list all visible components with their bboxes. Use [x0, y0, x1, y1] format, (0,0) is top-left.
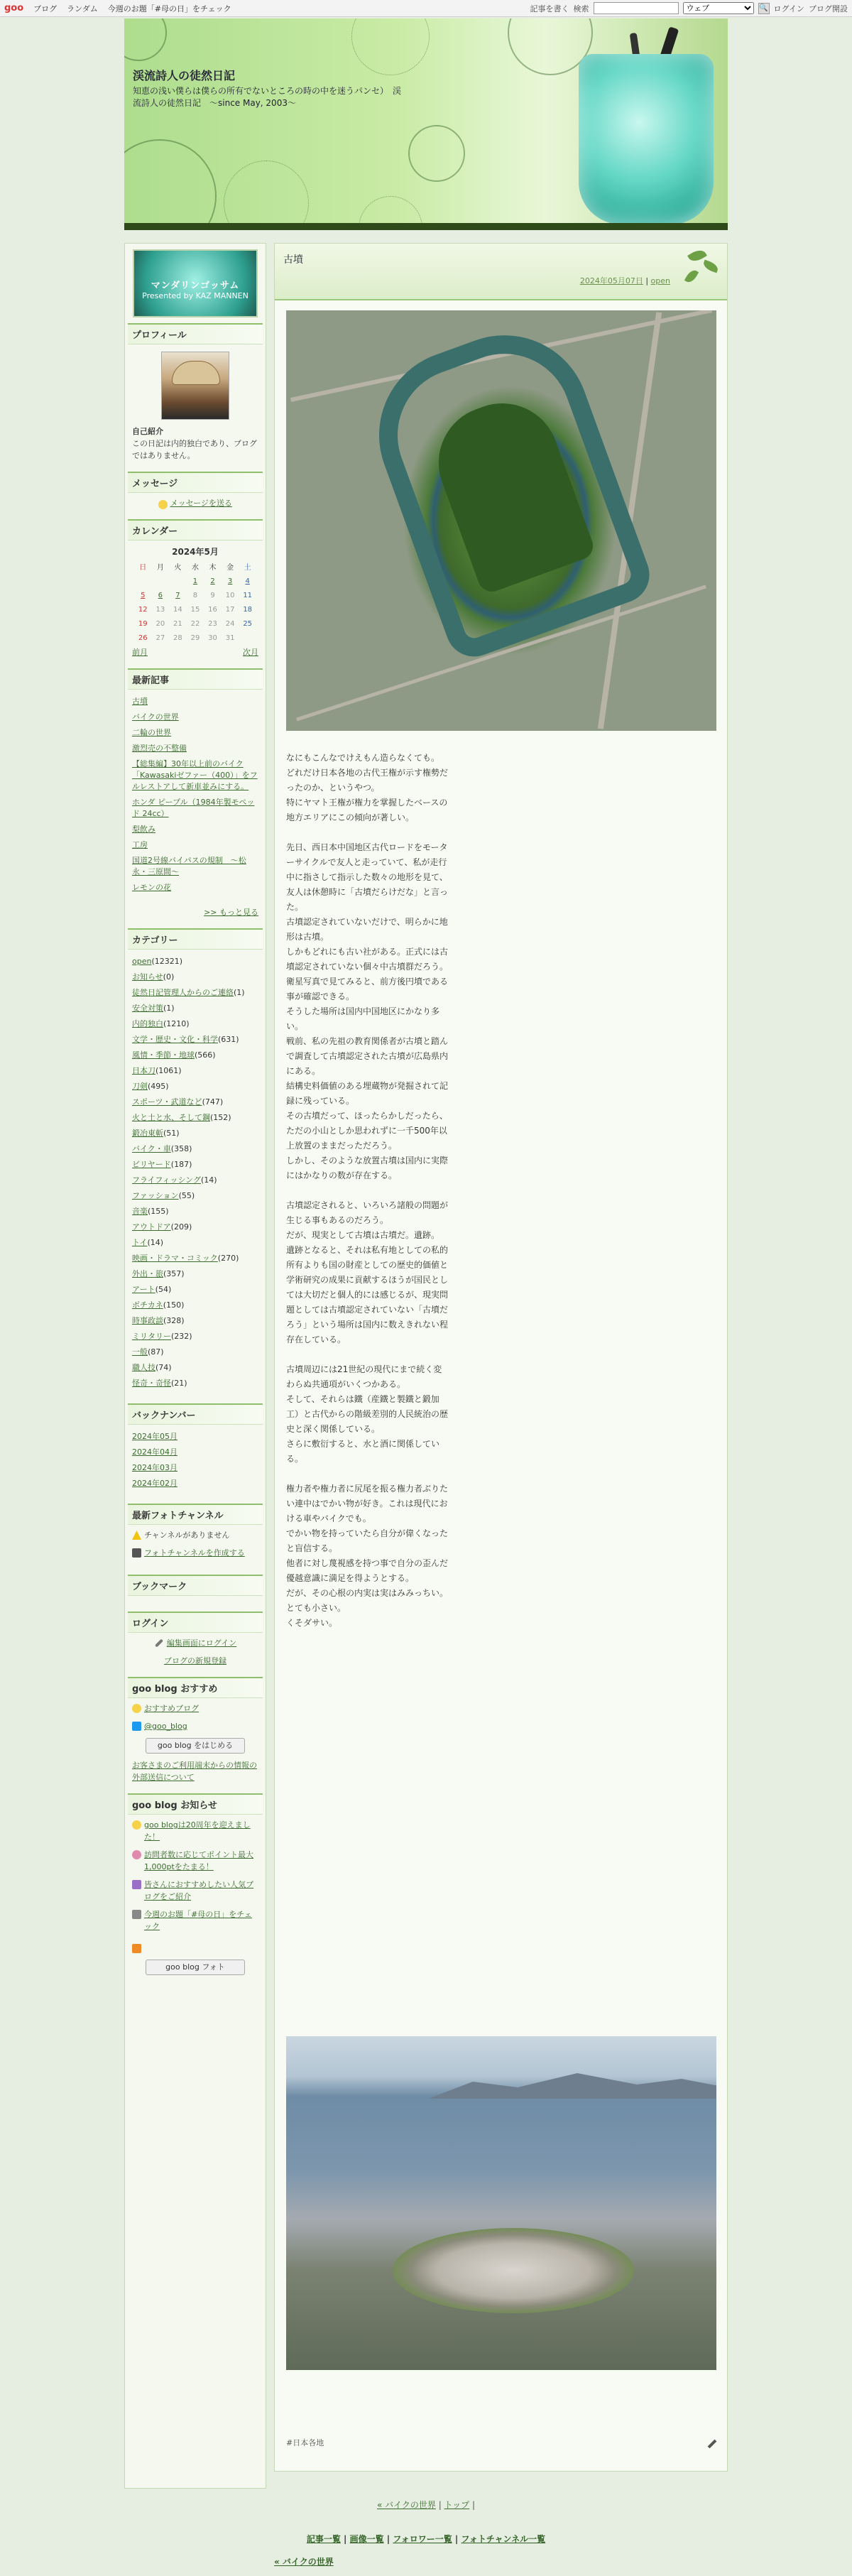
category-count: (495) [148, 1082, 169, 1091]
calendar-day [239, 631, 256, 645]
calendar-weekday: 火 [174, 563, 182, 572]
calendar-day: 9 [210, 591, 215, 599]
recommended-blog-link[interactable]: おすすめブログ [144, 1704, 200, 1713]
post-body [286, 751, 449, 1646]
calendar-section [125, 540, 266, 663]
calendar-day[interactable]: 3 [227, 577, 233, 585]
calendar-day: 22 [190, 619, 200, 628]
category-item [132, 1097, 258, 1108]
lightbulb-icon [158, 500, 168, 509]
category-item [132, 1190, 258, 1202]
category-heading: カテゴリー [128, 928, 263, 950]
category-count: (150) [163, 1300, 185, 1310]
footer-link-followers[interactable]: フォロワー一覧 [393, 2534, 452, 2544]
category-count: (1061) [155, 1066, 182, 1075]
category-count: (1) [163, 1004, 175, 1013]
post-date-link[interactable]: 2024年05月07日 [579, 276, 643, 286]
lace-ornament [124, 18, 167, 61]
recent-post-link[interactable]: 【総集編】30年以上前のバイク「Kawasakiゼファー（400）」をフルレストアして新車並みにする。 [132, 759, 258, 791]
goo-twitter-link[interactable]: @goo_blog [144, 1722, 187, 1731]
topbar-link-weekly-topic[interactable]: 今週のお題「#母の日」をチェック [107, 4, 231, 13]
post-paragraph: 権力者や権力者に尻尾を振る権力者ぶりたい連中はでかい物が好き。これは現代における車やバイクでも。 でかい物を持っていたら自分が偉くなったと盲信する。 他者に対し蔑視感を持つ事で自分の歪んだ優越意識に満足を得ようとする。 だが、その心根の内実は実はみみっちい。とても小さい。 くそダサい。 [286, 1484, 449, 1628]
calendar-day: 23 [208, 619, 217, 628]
calendar-heading: カレンダー [128, 519, 263, 540]
category-link[interactable]: ビリヤード [132, 1160, 171, 1169]
prev-post-link[interactable]: « バイクの世界 [376, 2500, 436, 2510]
recent-posts-list [125, 690, 266, 902]
category-link[interactable]: 文学・歴史・文化・科学 [132, 1035, 218, 1044]
banner-subtitle: Presented by KAZ MANNEN [142, 291, 248, 300]
category-count: (358) [170, 1144, 192, 1153]
sidebar-banner[interactable] [133, 249, 258, 317]
category-item [132, 1034, 258, 1045]
category-item [132, 1065, 258, 1077]
calendar-day: 28 [173, 634, 182, 642]
goo-news-item[interactable]: goo blogは20周年を迎えました！ [144, 1820, 251, 1842]
star-icon [132, 1704, 141, 1713]
write-post-link[interactable]: 記事を書く [530, 4, 569, 13]
category-count: (0) [163, 972, 175, 982]
calendar-day [134, 574, 152, 588]
category-link[interactable]: アウトドア [132, 1222, 171, 1232]
category-link[interactable]: 外出・旅 [132, 1269, 163, 1278]
category-list [125, 950, 266, 1398]
recent-heading: 最新記事 [128, 668, 263, 690]
profile-intro-label: 自己紹介 [132, 427, 163, 436]
category-count: (1) [234, 988, 245, 997]
post-category-link[interactable]: open [650, 276, 670, 286]
category-link[interactable]: 映画・ドラマ・コミック [132, 1254, 218, 1263]
recent-post-link[interactable]: 梨飲み [132, 825, 155, 834]
backnumber-list [125, 1425, 266, 1498]
goo-blog-photo-button[interactable] [146, 1960, 245, 1975]
calendar-day: 15 [190, 605, 200, 614]
category-item [132, 1237, 258, 1249]
category-count: (270) [217, 1254, 239, 1263]
bookmark-heading: ブックマーク [128, 1575, 263, 1596]
category-link[interactable]: 音楽 [132, 1207, 148, 1216]
category-count: (87) [148, 1347, 164, 1357]
backnumber-link[interactable]: 2024年02月 [132, 1479, 178, 1488]
calendar-weekday: 水 [191, 563, 199, 572]
category-count: (54) [155, 1285, 172, 1294]
calendar-day[interactable]: 6 [158, 591, 163, 599]
photo-channel-heading: 最新フォトチャンネル [128, 1504, 263, 1525]
calendar-day [152, 574, 170, 588]
calendar-table [134, 561, 256, 645]
goo-news-item[interactable]: 皆さんにおすすめしたい人気ブログをご紹介 [144, 1880, 254, 1901]
calendar-day [169, 574, 187, 588]
profile-intro-text: この日記は内的独白であり、ブログではありません。 [132, 439, 257, 460]
calendar-day: 29 [190, 634, 200, 642]
category-link[interactable]: 職人技 [132, 1363, 155, 1372]
category-item [132, 1159, 258, 1170]
category-item [132, 972, 258, 983]
category-link[interactable]: 風情・季節・地球 [132, 1050, 195, 1060]
category-count: (209) [170, 1222, 192, 1232]
calendar-day: 13 [155, 605, 165, 614]
search-label: 検索 [573, 4, 589, 13]
calendar-next-link[interactable]: 次月 [243, 648, 258, 657]
edit-login-link[interactable]: 編集画面にログイン [166, 1638, 237, 1648]
category-count: (152) [210, 1113, 231, 1122]
category-count: (14) [147, 1238, 164, 1247]
bookmark-section [125, 1596, 266, 1606]
recent-post-link[interactable]: ホンダ ピープル（1984年製モペッド 24cc） [132, 798, 255, 818]
category-count: (51) [163, 1129, 180, 1138]
category-link[interactable]: トイ [132, 1238, 148, 1247]
category-link[interactable]: ファッション [132, 1191, 179, 1200]
goo-news-item[interactable]: 今週のお題「#母の日」をチェック [144, 1910, 252, 1931]
search-icon[interactable]: 🔍 [758, 3, 770, 14]
category-item [132, 1081, 258, 1092]
recent-post-link[interactable]: 激烈売の不整備 [132, 744, 187, 753]
post-paragraph: 先日、西日本中国地区古代ロードをモーターサイクルで友人と走っていて、私が走行中に指さして指示した数々の地形を見て、友人は休憩時に「古墳だらけだな」と言った。 古墳認定されていないだけで、明らかに地形は古墳。 しかもどれにも古い社がある。正式には古墳認定されていない個々中古墳群だろう。衛星写真で見てみると、前方後円墳である事が確認できる。 そうした場所は国内中国地区にかなり多い。 戦前、私の先祖の教育関係者が古墳と踏んで調査して古墳認定された古墳が広島県内にある。 結構史料価値のある埋蔵物が発掘されて記録に残っている。 その古墳だって、ほったらかしだったら、ただの小山としか思われずに一千500年以上放置のままだっただろう。 しかし、そのような放置古墳は国内に実際にはかなりの数が存在する。 [286, 842, 449, 1180]
lace-ornament [124, 139, 217, 230]
footer-link-images[interactable]: 画像一覧 [349, 2534, 384, 2544]
topbar-right [530, 2, 848, 14]
category-link[interactable]: フライフィッシング [132, 1175, 201, 1185]
post-tag[interactable]: #日本各地 [286, 2438, 324, 2447]
top-link[interactable]: トップ [444, 2500, 470, 2510]
footer-link-photochannels[interactable]: フォトチャンネル一覧 [461, 2534, 546, 2544]
footer-bottom [274, 2555, 334, 2567]
goo-news-item[interactable]: 訪問者数に応じてポイント最大1,000ptをたまる！ [144, 1850, 253, 1871]
kofun-coast-photo [286, 2036, 716, 2370]
category-item [132, 1378, 258, 1389]
category-count: (187) [170, 1160, 192, 1169]
backnumber-link[interactable]: 2024年03月 [132, 1463, 178, 1472]
topbar-link-blog[interactable]: ブログ [33, 4, 58, 13]
calendar-day: 17 [225, 605, 235, 614]
category-item [132, 1347, 258, 1358]
category-count: (631) [218, 1035, 239, 1044]
category-count: (566) [195, 1050, 216, 1060]
category-link[interactable]: 怪奇・奇怪 [132, 1379, 171, 1388]
category-item [132, 987, 258, 999]
login-link[interactable]: ログイン [773, 4, 804, 13]
category-count: (14) [200, 1175, 217, 1185]
twitter-icon [132, 1722, 141, 1731]
calendar-weekday: 金 [226, 563, 234, 572]
category-count: (328) [163, 1316, 185, 1325]
calendar-weekday: 日 [139, 563, 147, 572]
category-link[interactable]: 安全対策 [132, 1004, 163, 1013]
category-item [132, 1284, 258, 1295]
goo-topbar [0, 0, 852, 17]
category-item [132, 1222, 258, 1233]
leaf-icon [684, 268, 699, 284]
post-paragraph: なにもこんなでけえもん造らなくても。 どれだけ日本各地の古代王権が示す権勢だったのか、というやつ。 特にヤマト王権が権力を掌握したベースの地方エリアにこの傾向が著しい。 [286, 753, 449, 822]
lace-ornament [359, 196, 422, 230]
category-link[interactable]: open [132, 957, 152, 966]
post-pager: « バイクの世界 | トップ | [376, 2500, 476, 2510]
blog-title[interactable]: 渓流詩人の徒然日記 [133, 69, 236, 82]
category-item [132, 1050, 258, 1061]
category-item [132, 1018, 258, 1030]
calendar-day: 8 [192, 591, 198, 599]
category-item [132, 1003, 258, 1014]
goo-news-section [125, 1815, 266, 1985]
category-link[interactable]: 刀剣 [132, 1082, 148, 1091]
calendar-day: 10 [225, 591, 235, 599]
recent-post-link[interactable]: 二輪の世界 [132, 728, 171, 737]
blog-header [124, 18, 728, 230]
category-item [132, 1253, 258, 1264]
category-link[interactable]: 内的独白 [132, 1019, 163, 1028]
shaved-ice-glass-image [579, 54, 714, 224]
category-link[interactable]: 鍛冶東斬 [132, 1129, 163, 1138]
no-channel-text: チャンネルがありません [144, 1531, 230, 1540]
category-link[interactable]: 一般 [132, 1347, 148, 1357]
category-link[interactable]: 徒然日記管理人からのご連絡 [132, 988, 234, 997]
calendar-day: 20 [155, 619, 165, 628]
message-heading: メッセージ [128, 472, 263, 493]
lace-ornament [224, 161, 309, 230]
category-item [132, 1112, 258, 1124]
calendar-day: 19 [138, 619, 148, 628]
search-input[interactable] [594, 2, 679, 14]
calendar-day: 27 [155, 634, 165, 642]
recent-post-link[interactable]: 工房 [132, 840, 148, 849]
avatar [161, 352, 229, 420]
calendar-day: 21 [173, 619, 182, 628]
backnumber-link[interactable]: 2024年05月 [132, 1432, 178, 1441]
calendar-day: 25 [243, 619, 253, 628]
calendar-day: 26 [138, 634, 148, 642]
goo-recommend-heading: goo blog おすすめ [128, 1677, 263, 1698]
calendar-weekday: 月 [156, 563, 164, 572]
category-count: (12321) [151, 957, 183, 966]
calendar-weekday: 木 [209, 563, 217, 572]
category-item [132, 956, 258, 967]
leaf-icon [702, 260, 720, 273]
category-link[interactable]: ボチカネ [132, 1300, 163, 1310]
calendar-day: 30 [208, 634, 217, 642]
warning-icon [132, 1531, 141, 1540]
kofun-aerial-photo [286, 310, 716, 731]
calendar-icon [132, 1910, 141, 1919]
category-item [132, 1362, 258, 1374]
calendar-day: 12 [138, 605, 148, 614]
calendar-prev-link[interactable]: 前月 [132, 648, 148, 657]
start-goo-blog-label: goo blog をはじめる [157, 1741, 234, 1750]
footer-link-articles[interactable]: 記事一覧 [306, 2534, 341, 2544]
new-blog-link[interactable]: ブログの新規登録 [164, 1656, 226, 1665]
post-paragraph: 古墳周辺には21世紀の現代にまで続く変わらぬ共通項がいくつかある。 そして、それらは鐵（産鐵と製鐵と鍛加工）と古代からの階級差別的人民統治の歴史と深く関係している。 さらに敷衍すると、水と酒に関係している。 [286, 1364, 449, 1464]
external-transmission-link[interactable]: お客さまのご利用端末からの情報の外部送信について [132, 1761, 257, 1782]
post-paragraph: 古墳認定されると、いろいろ諸般の問題が生じる事もあるのだろう。 だが、現実として古墳は古墳だ。遺跡。 遺跡となると、それは私有地としての私的所有よりも国の財産としての歴史的価値と学術研究の成果に貢献するほうが国民としては大切だと個人的には感じるが、現実問題としては古墳認定されていない「古墳だろう」という場所は国内に数えきれない程存在している。 [286, 1200, 449, 1344]
pencil-icon [155, 1638, 163, 1647]
recent-post-link[interactable]: レモンの花 [132, 883, 171, 892]
calendar-day[interactable]: 1 [192, 577, 198, 585]
category-item [132, 1175, 258, 1186]
calendar-month: 2024年5月 [172, 547, 219, 557]
category-link[interactable]: バイク・車 [132, 1144, 171, 1153]
music-note-icon [132, 1880, 141, 1889]
category-link[interactable]: 日本刀 [132, 1066, 155, 1075]
sidebar [124, 243, 266, 2489]
gear-icon [132, 1850, 141, 1859]
lace-ornament [351, 18, 430, 75]
category-count: (747) [202, 1097, 224, 1107]
category-link[interactable]: ミリタリー [132, 1332, 171, 1341]
photo-channel-section [125, 1525, 266, 1569]
category-count: (55) [178, 1191, 195, 1200]
category-link[interactable]: アート [132, 1285, 155, 1294]
create-photo-channel-link[interactable]: フォトチャンネルを作成する [144, 1548, 245, 1558]
topbar-link-random[interactable]: ランダム [67, 4, 98, 13]
send-message-link[interactable]: メッセージを送る [170, 499, 232, 508]
recent-post-link[interactable]: 国道2号線バイパスの規制 ～松永・三原間～ [132, 856, 246, 876]
calendar-day[interactable]: 2 [210, 577, 215, 585]
login-heading: ログイン [128, 1612, 263, 1633]
goo-news-heading: goo blog お知らせ [128, 1793, 263, 1815]
recent-more-link[interactable]: >> もっと見る [204, 908, 258, 917]
post-header [275, 244, 727, 300]
category-count: (232) [171, 1332, 192, 1341]
category-link[interactable]: 火と土と水、そして鋼 [132, 1113, 210, 1122]
calendar-day: 18 [243, 605, 253, 614]
footer-links: 記事一覧 | 画像一覧 | フォロワー一覧 | フォトチャンネル一覧 [306, 2534, 546, 2544]
category-item [132, 1268, 258, 1280]
sparkle-icon [132, 1820, 141, 1830]
open-blog-link[interactable]: ブログ開設 [809, 4, 848, 13]
blog-description: 知恵の浅い僕らは僕らの所有でないところの時の中を迷うパンセ） 渓流詩人の徒然日記 ～since May, 2003～ [133, 86, 402, 108]
calendar-day[interactable]: 4 [245, 577, 250, 585]
calendar-weekday: 土 [244, 563, 251, 572]
camera-icon [132, 1548, 141, 1558]
backnumber-link[interactable]: 2024年04月 [132, 1447, 178, 1457]
calendar-day: 14 [173, 605, 182, 614]
post-meta: 2024年05月07日 | open [579, 276, 670, 286]
category-count: (74) [155, 1363, 172, 1372]
calendar-day[interactable]: 7 [175, 591, 180, 599]
category-link[interactable]: スポーツ・武道など [132, 1097, 202, 1107]
calendar-day: 11 [243, 591, 253, 599]
goo-recommend-section [125, 1698, 266, 1788]
category-count: (357) [163, 1269, 185, 1278]
login-section [125, 1633, 266, 1671]
category-count: (155) [148, 1207, 169, 1216]
category-link[interactable]: お知らせ [132, 972, 163, 982]
calendar-day: 31 [225, 634, 235, 642]
category-count: (21) [171, 1379, 187, 1388]
profile-heading: プロフィール [128, 323, 263, 344]
calendar-day: 16 [208, 605, 217, 614]
rss-icon[interactable] [132, 1944, 141, 1953]
category-link[interactable]: 時事政談 [132, 1316, 163, 1325]
recent-post-link[interactable]: 古墳 [132, 697, 148, 706]
profile-section [125, 344, 266, 466]
post-title[interactable]: 古墳 [283, 254, 303, 266]
search-scope-select[interactable] [683, 2, 754, 14]
category-item [132, 1143, 258, 1155]
edit-pencil-icon[interactable] [708, 2440, 717, 2449]
goo-blog-photo-label: goo blog フォト [165, 1962, 225, 1972]
recent-post-link[interactable]: バイクの世界 [132, 712, 179, 722]
calendar-day[interactable]: 5 [141, 591, 146, 599]
category-item [132, 1300, 258, 1311]
lace-ornament [408, 125, 465, 182]
start-goo-blog-button[interactable] [146, 1738, 245, 1754]
banner-title: マンダリンゴッサム [151, 281, 240, 291]
footer-prev-post-link[interactable]: « バイクの世界 [274, 2557, 334, 2567]
message-section [125, 493, 266, 513]
backnumber-heading: バックナンバー [128, 1403, 263, 1425]
category-item [132, 1315, 258, 1327]
category-item [132, 1206, 258, 1217]
goo-logo[interactable]: goo [4, 3, 24, 13]
main-content [274, 243, 728, 2472]
category-item [132, 1331, 258, 1342]
calendar-day: 24 [225, 619, 235, 628]
hat-icon [172, 361, 220, 385]
category-item [132, 1128, 258, 1139]
category-count: (1210) [163, 1019, 190, 1028]
